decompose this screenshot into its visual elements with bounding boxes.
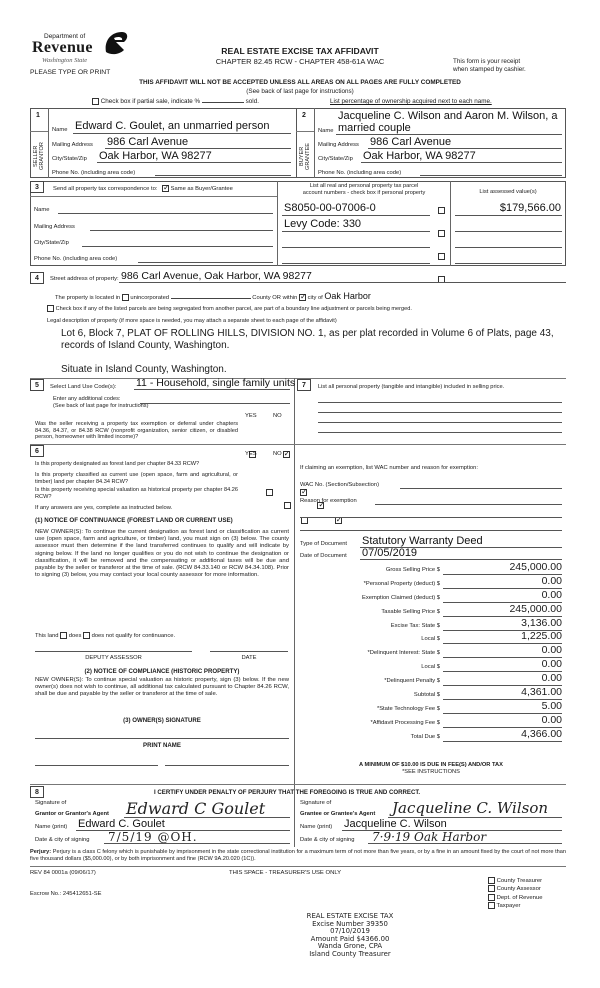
owner-signature-field[interactable] xyxy=(35,738,289,739)
stamp-amount-paid: Amount Paid $4366.00 xyxy=(310,934,390,943)
subtotal-field[interactable]: 4,361.00 xyxy=(521,686,562,698)
perjury-notice: Perjury: Perjury is a class C felony which is punishable by imprisonment in the state correctional institution for a maximum term of not more than five years, or by a fine in an amount fixed by the court of not more than five thousand dollars ($5,000.00), or by both imprisonment and fine (RCW 9A.20.020 (1C)). xyxy=(30,849,566,862)
county-field[interactable] xyxy=(171,298,251,299)
seller-city-field[interactable]: Oak Harbor, WA 98277 xyxy=(99,150,212,162)
copy-distribution-list xyxy=(488,877,543,910)
city-of-checkbox[interactable] xyxy=(299,294,306,301)
corr-phone-field[interactable] xyxy=(138,262,273,263)
excise-tax-state-field[interactable]: 3,136.00 xyxy=(521,617,562,629)
assessed-value-field[interactable]: $179,566.00 xyxy=(499,202,561,214)
buyer-name-label: Name xyxy=(318,128,334,134)
partial-sale-percent-field[interactable] xyxy=(202,102,244,103)
copy-dept-revenue: Dept. of Revenue xyxy=(488,894,543,902)
grantee-name-field[interactable]: Jacqueline C. Wilson xyxy=(344,818,447,830)
stamp-title: REAL ESTATE EXCISE TAX xyxy=(306,912,394,920)
revenue-wordmark: Revenue xyxy=(32,39,93,56)
copy-county-assessor: County Assessor xyxy=(488,885,543,893)
grantee-date-field[interactable]: 7·9·19 Oak Harbor xyxy=(372,830,487,844)
see-back-note: (See back of last page for instructions) xyxy=(246,88,354,95)
personal-property-field[interactable] xyxy=(318,432,562,433)
buyer-mailing-label: Mailing Address xyxy=(318,142,359,148)
forest-land-no-checkbox[interactable] xyxy=(300,489,307,496)
additional-codes-field[interactable] xyxy=(140,403,290,404)
personal-property-checkbox[interactable] xyxy=(438,207,445,214)
grantor-date-field[interactable]: 7/5/19 @OH. xyxy=(108,830,198,844)
form-revision: REV 84 0001a (09/06/17) xyxy=(30,870,96,876)
seller-phone-field[interactable] xyxy=(155,175,291,176)
buyer-grantee-label: BUYER GRANTEE xyxy=(299,142,311,170)
grantor-sig-label-2: Grantor or Grantor's Agent xyxy=(35,811,109,817)
section-5-number: 5 xyxy=(30,379,44,391)
land-use-field[interactable]: 11 - Household, single family units xyxy=(136,377,296,389)
deputy-assessor-label: DEPUTY ASSESSOR xyxy=(85,655,142,661)
same-as-buyer-label: Same as Buyer/Grantee xyxy=(170,186,233,193)
state-technology-fee-field[interactable]: 5.00 xyxy=(541,700,562,712)
corr-name-field[interactable] xyxy=(58,213,273,214)
treasurer-use-label: THIS SPACE - TREASURER'S USE ONLY xyxy=(229,870,342,876)
street-address-field[interactable]: 986 Carl Avenue, Oak Harbor, WA 98277 xyxy=(121,270,312,282)
send-correspondence-row xyxy=(53,185,233,192)
washington-state-label: Washington State xyxy=(42,57,88,64)
yes-header: YES xyxy=(245,451,257,457)
forest-land-yes-checkbox[interactable] xyxy=(266,489,273,496)
legal-description-line: Lot 6, Block 7, PLAT OF ROLLING HILLS, DIVISION NO. 1, as per plat recorded in Volume 6 of Plats, page 43, xyxy=(61,328,554,339)
ownership-note: List percentage of ownership acquired next to each name. xyxy=(330,98,492,105)
corr-phone-label: Phone No. (including area code) xyxy=(34,256,118,262)
doc-date-label: Date of Document xyxy=(300,553,347,559)
doc-type-field[interactable]: Statutory Warranty Deed xyxy=(362,535,483,547)
legal-description-label: Legal description of property (if more space is needed, you may attach a separate sheet to each page of the affidavit) xyxy=(47,318,337,324)
personal-property-field[interactable] xyxy=(318,412,562,413)
buyer-phone-field[interactable] xyxy=(420,175,562,176)
historic-question: Is this property receiving special valuation as historical property per chapter 84.26 RCW? xyxy=(35,487,238,500)
grantee-signature-field[interactable]: Jacqueline C. Wilson xyxy=(392,799,549,817)
assessed-value-field[interactable] xyxy=(455,231,562,232)
parcel-row xyxy=(0,14,600,21)
buyer-mailing-field[interactable]: 986 Carl Avenue xyxy=(370,136,452,148)
property-location-row: The property is located in unincorporated County OR within ✓ city of Oak Harbor xyxy=(55,291,371,301)
type-or-print-note: PLEASE TYPE OR PRINT xyxy=(30,69,111,76)
corr-mailing-label: Mailing Address xyxy=(34,224,75,230)
section-2-number: 2 xyxy=(302,112,306,119)
segregated-row: Check box if any of the listed parcels are being segregated from another parcel, are part of a boundary line adjustment or parcels being merged. xyxy=(47,305,412,312)
doc-date-field[interactable]: 07/05/2019 xyxy=(362,547,418,559)
grantee-sig-label-1: Signature of xyxy=(300,800,332,806)
date-label: DATE xyxy=(241,655,257,661)
delinquent-interest-local-field[interactable]: 0.00 xyxy=(541,658,562,670)
grantor-signature-field[interactable]: Edward C Goulet xyxy=(126,799,266,818)
section-8-number: 8 xyxy=(30,786,44,798)
partial-sale-checkbox[interactable] xyxy=(92,98,99,105)
grantee-date-label: Date & city of signing xyxy=(300,837,355,843)
exemption-no-checkbox[interactable] xyxy=(283,451,290,458)
personal-property-field[interactable] xyxy=(318,422,562,423)
dor-logo-mark-icon xyxy=(100,28,130,58)
form-subtitle: CHAPTER 82.45 RCW - CHAPTER 458-61A WAC xyxy=(215,57,385,66)
parcel-number-field[interactable]: S8050-00-07006-0 xyxy=(284,202,376,214)
total-due-field[interactable]: 4,366.00 xyxy=(521,728,562,740)
partial-sale-sold: sold. xyxy=(245,98,259,106)
current-use-yes-checkbox[interactable] xyxy=(284,502,291,509)
seller-name-label: Name xyxy=(52,127,68,133)
buyer-name-field-line1[interactable]: Jacqueline C. Wilson and Aaron M. Wilson, a xyxy=(338,110,558,122)
current-use-question: Is this property classified as current use (open space, farm and agricultural, or timber) land per chapter 84.34 RCW? xyxy=(35,472,238,485)
notice-compliance-title: (2) NOTICE OF COMPLIANCE (HISTORIC PROPERTY) xyxy=(84,668,240,675)
reason-field-3[interactable] xyxy=(300,530,562,531)
exemption-question: Was the seller receiving a property tax exemption or deferral under chapters 84.36, 84.37, or 84.38 RCW (nonprofit organization, senior citizen, or disabled person, homeowner with limited income)? xyxy=(35,421,238,441)
buyer-city-label: City/State/Zip xyxy=(318,156,353,162)
legal-description-line: Situate in Island County, Washington. xyxy=(61,364,227,375)
print-name-field-1[interactable] xyxy=(35,765,158,766)
qualify-does-checkbox[interactable] xyxy=(60,632,67,639)
grantee-name-label: Name (print) xyxy=(300,824,333,830)
segregated-checkbox[interactable] xyxy=(47,305,54,312)
historic-yes-checkbox[interactable] xyxy=(301,517,308,524)
parcel-number-field[interactable] xyxy=(282,263,430,264)
street-address-label: Street address of property: xyxy=(50,276,119,282)
stamp-date: 07/10/2019 xyxy=(330,927,370,936)
personal-property-label: List all personal property (tangible and intangible) included in selling price. xyxy=(318,384,505,390)
land-use-label: Select Land Use Code(s): xyxy=(50,384,117,390)
county-treasurer-checkbox[interactable] xyxy=(488,877,495,884)
corr-mailing-field[interactable] xyxy=(90,230,273,231)
buyer-city-field[interactable]: Oak Harbor, WA 98277 xyxy=(363,150,476,162)
delinquent-interest-state-field[interactable]: 0.00 xyxy=(541,644,562,656)
historic-no-checkbox[interactable] xyxy=(335,517,342,524)
taxable-selling-price-field[interactable]: 245,000.00 xyxy=(509,603,562,615)
seller-mailing-label: Mailing Address xyxy=(52,142,93,148)
same-as-buyer-checkbox[interactable] xyxy=(162,185,169,192)
see-instructions-note: *SEE INSTRUCTIONS xyxy=(402,769,460,775)
dept-of-label: Department of xyxy=(44,33,86,40)
affidavit-processing-fee-field[interactable]: 0.00 xyxy=(541,714,562,726)
owner-signature-title: (3) OWNER(S) SIGNATURE xyxy=(123,717,201,724)
reason-field[interactable] xyxy=(375,504,562,505)
assessed-header: List assessed value(s) xyxy=(479,189,537,195)
additional-codes-label: Enter any additional codes: (See back of last page for instructions) xyxy=(53,396,149,409)
certify-statement: I CERTIFY UNDER PENALTY OF PERJURY THAT THE FOREGOING IS TRUE AND CORRECT. xyxy=(154,789,421,796)
minimum-fee-note: A MINIMUM OF $10.00 IS DUE IN FEE(S) AND/OR TAX xyxy=(359,762,503,768)
exemption-claim-label: If claiming an exemption, list WAC number and reason for exemption: xyxy=(300,465,478,471)
section-3-number: 3 xyxy=(30,181,44,193)
print-name-label: PRINT NAME xyxy=(143,742,181,749)
yes-header: YES xyxy=(245,413,257,419)
corr-city-field[interactable] xyxy=(82,246,273,247)
corr-name-label: Name xyxy=(34,207,50,213)
legal-description-line: records of Island County, Washington. xyxy=(61,340,230,351)
dor-logo xyxy=(30,30,130,68)
form-title: REAL ESTATE EXCISE TAX AFFIDAVIT xyxy=(221,46,379,56)
parcel-row xyxy=(0,21,600,28)
print-name-field-2[interactable] xyxy=(165,765,289,766)
copy-county-treasurer: County Treasurer xyxy=(488,877,543,885)
parcel-number-field[interactable] xyxy=(282,247,430,248)
reason-field-2[interactable] xyxy=(300,517,562,518)
receipt-note-1: This form is your receipt xyxy=(453,58,521,65)
reason-label: Reason for exemption xyxy=(300,498,357,504)
stamp-treasurer-name: Wanda Grone, CPA xyxy=(317,942,383,951)
gross-selling-price-field[interactable]: 245,000.00 xyxy=(509,561,562,573)
partial-sale-label: Check box if partial sale, indicate % xyxy=(100,98,201,106)
seller-name-field[interactable]: Edward C. Goulet, an unmarried person xyxy=(75,120,270,132)
seller-mailing-field[interactable]: 986 Carl Avenue xyxy=(107,136,189,148)
treasurer-stamp xyxy=(290,913,410,959)
parcels-header: List all real and personal property tax parcel account numbers - check box if personal property xyxy=(302,183,426,196)
corr-city-label: City/State/Zip xyxy=(34,240,69,246)
no-header: NO xyxy=(273,451,282,457)
unincorporated-checkbox[interactable] xyxy=(122,294,129,301)
forest-land-question: Is this property designated as forest land per chapter 84.33 RCW? xyxy=(35,461,200,467)
excise-tax-local-field[interactable]: 1,225.00 xyxy=(521,630,562,642)
stamp-treasurer-title: Island County Treasurer xyxy=(309,949,391,958)
notice-compliance-text: NEW OWNER(S): To continue special valuation as historic property, sign (3) below. If the new owner(s) does not wish to continue, all additional tax calculated pursuant to Chapter 84.26 RCW, shall be due and payable by the seller or transferor at the time of sale. xyxy=(35,677,289,698)
seller-grantor-label: SELLER GRANTOR xyxy=(33,142,45,170)
grantor-name-field[interactable]: Edward C. Goulet xyxy=(78,818,165,830)
notice-continuance-text: NEW OWNER(S): To continue the current designation as forest land or classification as current use (open space, farm and agriculture, or timber) land, you must sign on (3) below. The county assessor must then determine if the land transferred continues to qualify and will indicate by signing below. If the land no longer qualifies or you do not wish to continue the designation or classification, it will be removed and the compensating or additional taxes will be due and payable by the seller or transferor at the time of sale. (RCW 84.33.140 or RCW 84.34.108). Prior to signing (3) below, you may contact your local county assessor for more information. xyxy=(35,529,289,579)
qualify-row: This land does does not qualify for continuance. xyxy=(35,633,176,640)
grantor-sig-label-1: Signature of xyxy=(35,800,67,806)
send-correspondence-label: Send all property tax correspondence to: xyxy=(53,186,158,193)
grantee-sig-label-2: Grantee or Grantee's Agent xyxy=(300,811,376,817)
wac-field[interactable] xyxy=(400,488,562,489)
assessed-value-field[interactable] xyxy=(455,263,562,264)
personal-property-checkbox[interactable] xyxy=(438,230,445,237)
taxpayer-checkbox[interactable] xyxy=(488,902,495,909)
wac-label: WAC No. (Section/Subsection) xyxy=(300,482,380,488)
personal-property-deduct-field[interactable]: 0.00 xyxy=(541,575,562,587)
stamp-excise-number: Excise Number 39350 xyxy=(312,919,388,928)
qualify-does-not-checkbox[interactable] xyxy=(83,632,90,639)
copy-taxpayer: Taxpayer xyxy=(488,902,543,910)
legal-description-field[interactable] xyxy=(61,328,554,376)
grantor-name-label: Name (print) xyxy=(35,824,68,830)
section-6-number: 6 xyxy=(30,445,44,457)
seller-phone-label: Phone No. (including area code) xyxy=(52,170,136,176)
dept-revenue-checkbox[interactable] xyxy=(488,894,495,901)
grantor-date-label: Date & city of signing xyxy=(35,837,90,843)
doc-type-label: Type of Document xyxy=(300,541,348,547)
partial-sale-row xyxy=(92,98,259,105)
buyer-name-field-line2[interactable]: married couple xyxy=(338,122,411,134)
notice-continuance-title: (1) NOTICE OF CONTINUANCE (FOREST LAND OR CURRENT USE) xyxy=(35,517,233,524)
delinquent-penalty-field[interactable]: 0.00 xyxy=(541,672,562,684)
parcel-number-field[interactable]: Levy Code: 330 xyxy=(284,218,362,230)
section-1-number: 1 xyxy=(36,112,40,119)
personal-property-checkbox[interactable] xyxy=(438,253,445,260)
section-7-number: 7 xyxy=(297,379,311,391)
completion-warning: THIS AFFIDAVIT WILL NOT BE ACCEPTED UNLESS ALL AREAS ON ALL PAGES ARE FULLY COMPLETED xyxy=(139,79,461,86)
if-yes-note: If any answers are yes, complete as instructed below. xyxy=(35,505,173,511)
section-4-number: 4 xyxy=(30,272,44,284)
assessor-date-field[interactable] xyxy=(210,651,288,652)
seller-city-label: City/State/Zip xyxy=(52,156,87,162)
buyer-phone-label: Phone No. (including area code) xyxy=(318,170,402,176)
county-assessor-checkbox[interactable] xyxy=(488,885,495,892)
deputy-assessor-signature-field[interactable] xyxy=(35,651,192,652)
personal-property-field[interactable] xyxy=(318,402,562,403)
exemption-claimed-field[interactable]: 0.00 xyxy=(541,589,562,601)
assessed-value-field[interactable] xyxy=(455,247,562,248)
no-header: NO xyxy=(273,413,282,419)
receipt-note-2: when stamped by cashier. xyxy=(453,66,526,73)
escrow-number: Escrow No.: 245412651-SE xyxy=(30,891,102,897)
city-of-field[interactable]: Oak Harbor xyxy=(324,291,371,301)
